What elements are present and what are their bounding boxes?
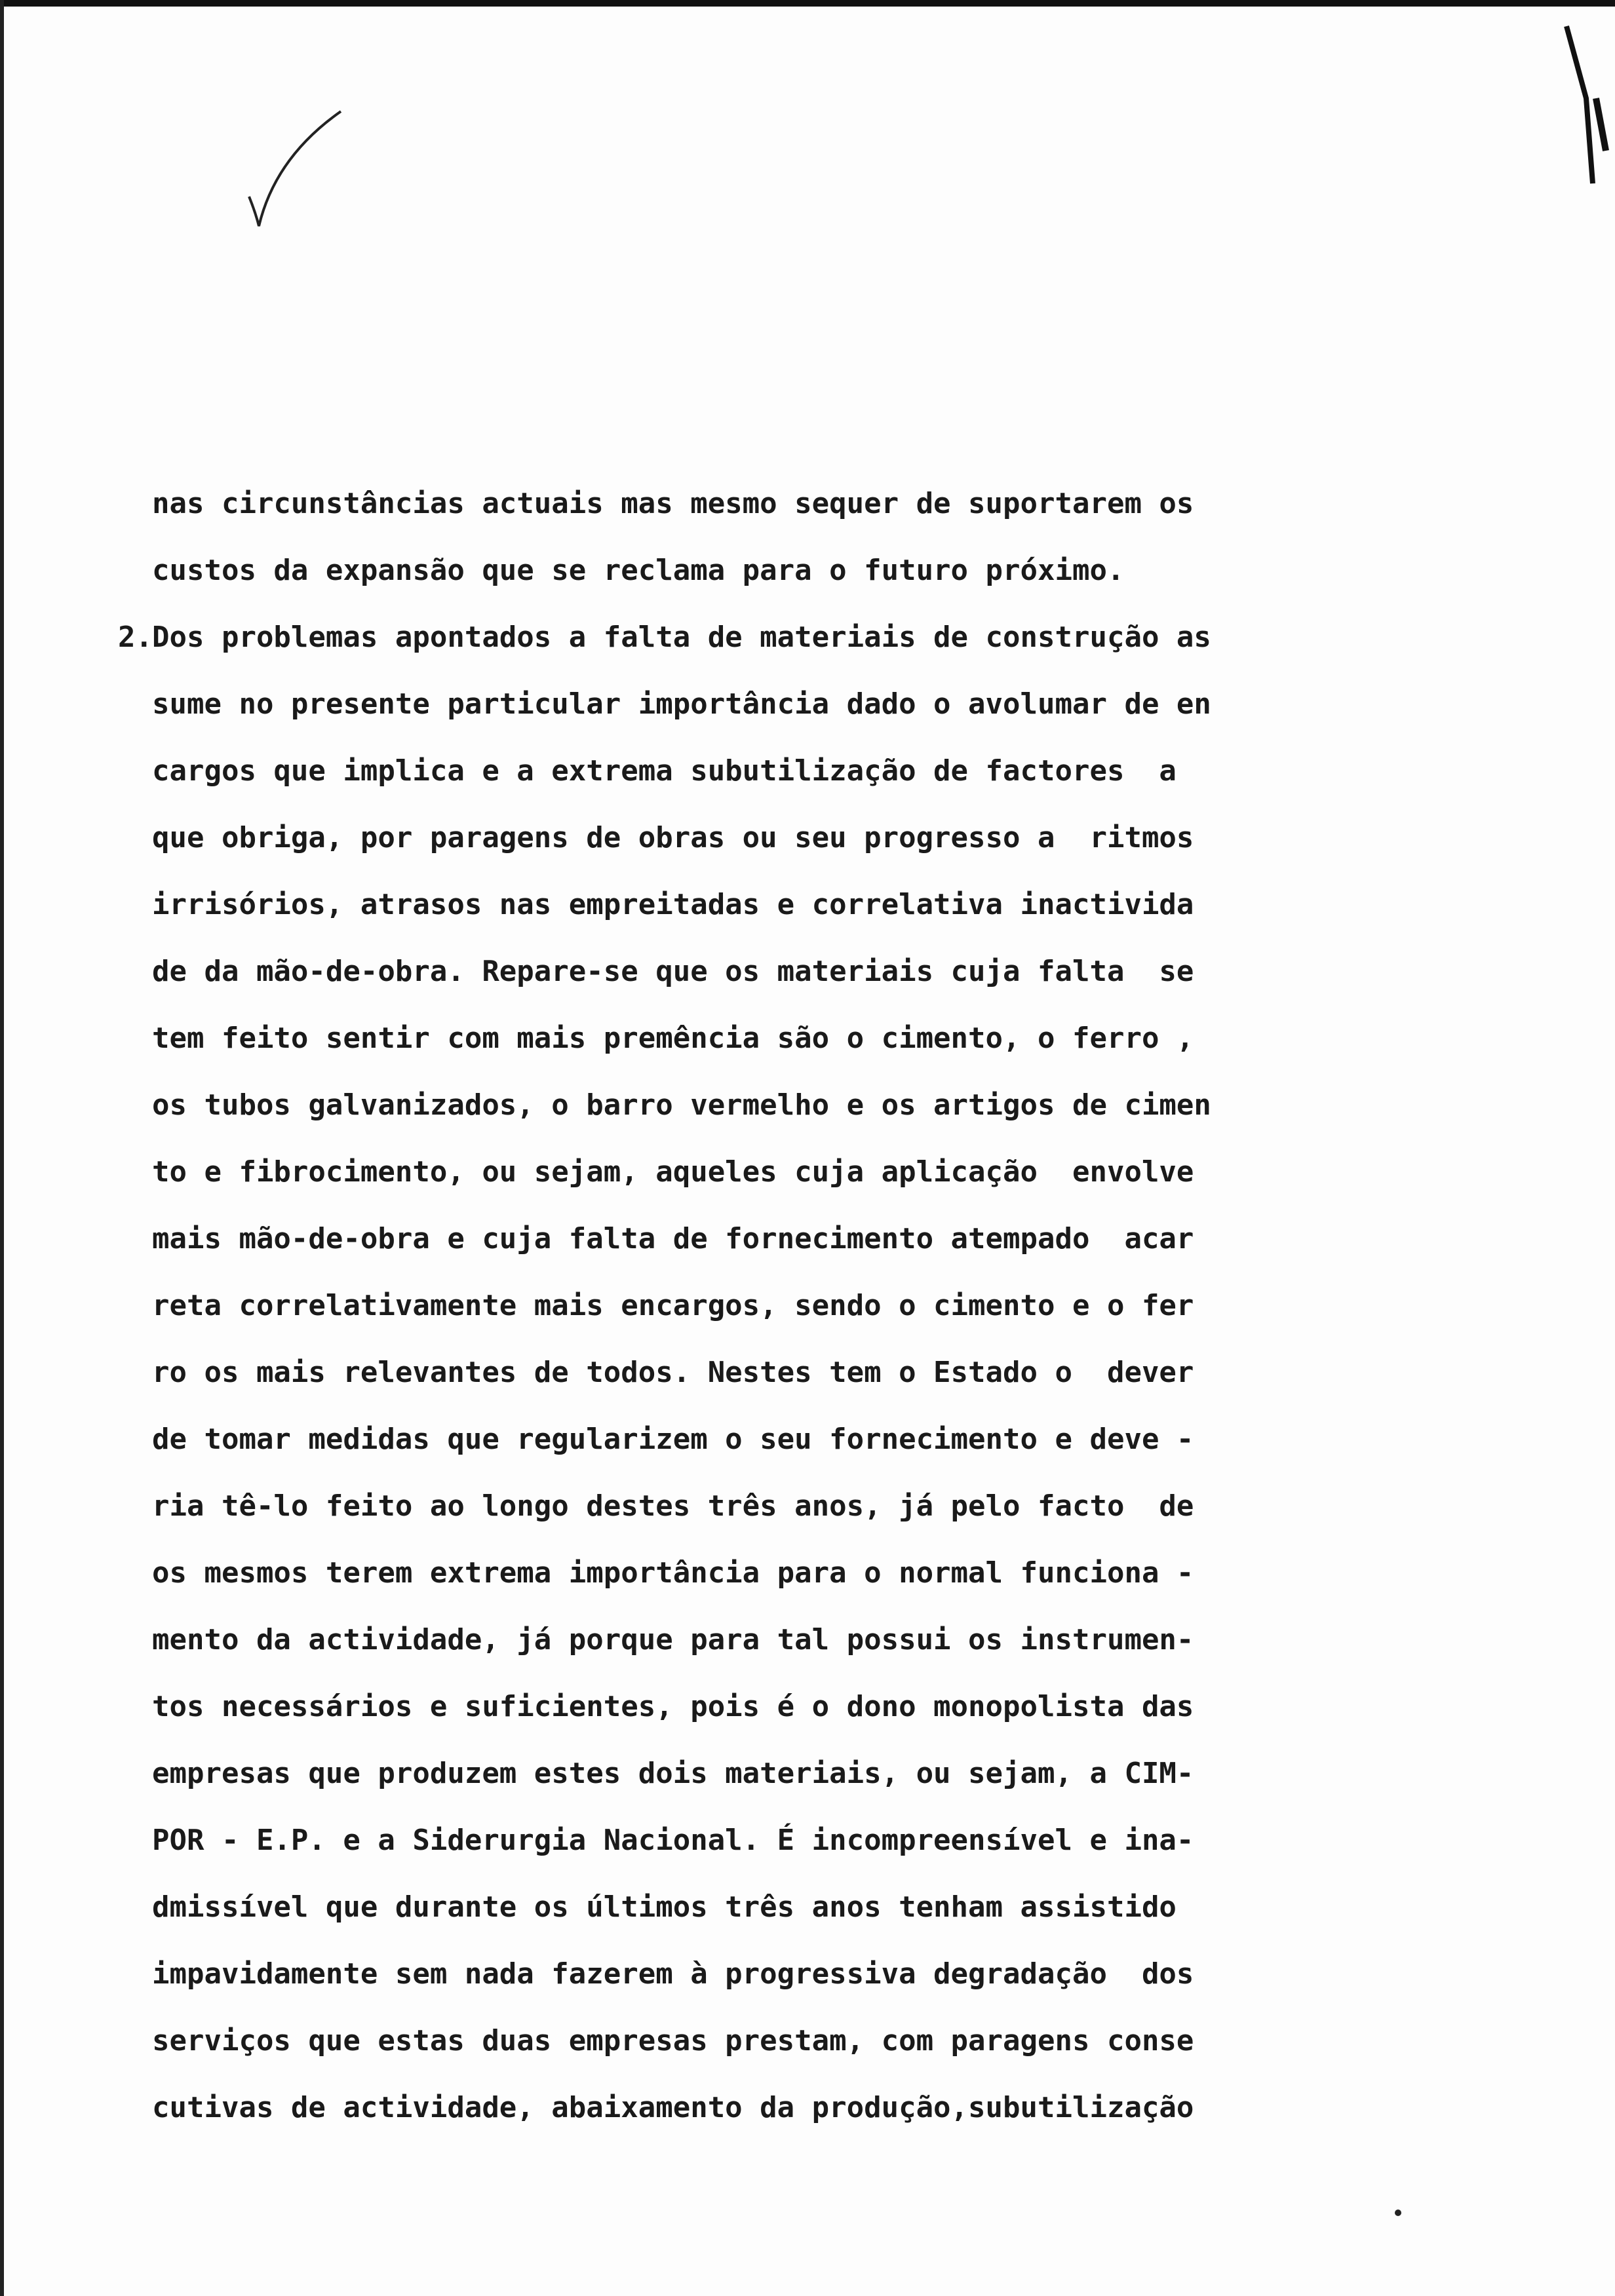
text-line: de tomar medidas que regularizem o seu fornecimento e deve - <box>152 1423 1194 1456</box>
text-line: tos necessários e suficientes, pois é o dono monopolista das <box>152 1690 1194 1723</box>
handwritten-checkmark-icon <box>236 105 354 236</box>
text-line: cutivas de actividade, abaixamento da produção,subutilização <box>152 2091 1194 2124</box>
text-line: que obriga, por paragens de obras ou seu progresso a ritmos <box>152 821 1194 854</box>
text-line: mais mão-de-obra e cuja falta de fornecimento atempado acar <box>152 1222 1194 1255</box>
text-line: sume no presente particular importância dado o avolumar de en <box>152 687 1211 721</box>
text-line: ro os mais relevantes de todos. Nestes tem o Estado o dever <box>152 1356 1194 1389</box>
page-left-edge <box>0 0 4 2296</box>
paragraph-number: 2. <box>118 621 153 654</box>
text-line: de da mão-de-obra. Repare-se que os materiais cuja falta se <box>152 955 1194 988</box>
text-line: os tubos galvanizados, o barro vermelho e os artigos de cimen <box>152 1088 1211 1122</box>
page-top-edge <box>0 0 1615 7</box>
stray-dot <box>1395 2210 1401 2216</box>
text-line: mento da actividade, já porque para tal possui os instrumen- <box>152 1623 1194 1656</box>
staple-mark-icon <box>1560 20 1612 190</box>
text-line: POR - E.P. e a Siderurgia Nacional. É incompreensível e ina- <box>152 1824 1194 1857</box>
text-line: impavidamente sem nada fazerem à progressiva degradação dos <box>152 1957 1194 1991</box>
typed-body-text <box>118 470 1429 2141</box>
text-line: dmissível que durante os últimos três anos tenham assistido <box>152 1890 1177 1924</box>
text-line: reta correlativamente mais encargos, sendo o cimento e o fer <box>152 1289 1194 1322</box>
text-line: os mesmos terem extrema importância para o normal funciona - <box>152 1556 1194 1590</box>
text-line: tem feito sentir com mais premência são o cimento, o ferro , <box>152 1022 1194 1055</box>
text-line: ria tê-lo feito ao longo destes três anos, já pelo facto de <box>152 1489 1194 1523</box>
text-line: custos da expansão que se reclama para o futuro próximo. <box>152 554 1125 587</box>
text-line: irrisórios, atrasos nas empreitadas e correlativa inactivida <box>152 888 1194 921</box>
text-line: 2. Dos problemas apontados a falta de materiais de construção as <box>118 604 1429 671</box>
text-line: serviços que estas duas empresas prestam, com paragens conse <box>152 2024 1194 2057</box>
text-line: cargos que implica e a extrema subutilização de factores a <box>152 754 1177 788</box>
text-line: nas circunstâncias actuais mas mesmo sequer de suportarem os <box>152 487 1194 520</box>
text-line: empresas que produzem estes dois materiais, ou sejam, a CIM- <box>152 1757 1194 1790</box>
text-line: to e fibrocimento, ou sejam, aqueles cuja aplicação envolve <box>152 1155 1194 1189</box>
